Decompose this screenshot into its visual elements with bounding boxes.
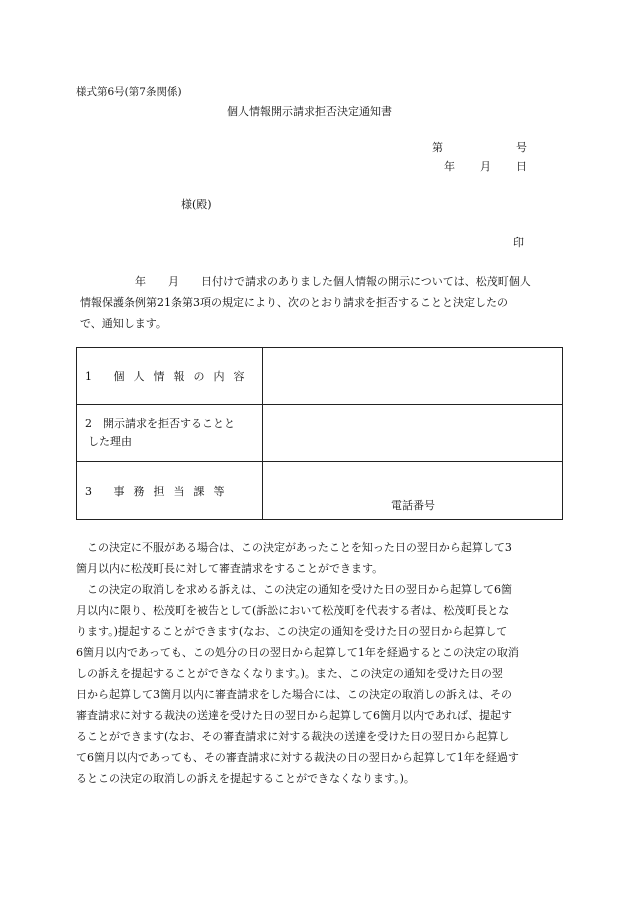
date-month-label: 月 [480,160,491,173]
information-table [76,347,563,520]
table-label-department [77,462,263,520]
table-row-contents [77,348,563,405]
addressee-label: 様(殿) [181,198,212,211]
phone-number-label: 電話番号 [391,499,435,512]
table-row-department [77,462,563,520]
table-value-department [263,462,563,520]
table-value-contents [263,348,563,405]
table-value-reason [263,405,563,462]
appeal-notice-paragraph: この決定に不服がある場合は、この決定があったことを知った日の翌日から起算して3 箇月以内に松茂町長に対して審査請求をすることができます。 [76,541,512,575]
lawsuit-notice-paragraph: この決定の取消しを求める訴えは、この決定の通知を受けた日の翌日から起算して6箇 月以内に限り、松茂町を被告として(訴訟において松茂町を代表する者は、松茂町長とな ります。)提起することができます(なお、この決定の通知を受けた日の翌日から起算して 6箇月以内であっても、この処分の日の翌日から起算して1年を経過するとこの決定の取消 しの訴えを提起することができなくなります。)。また、この決定の通知を受けた日の翌 日から起算して3箇月以内に審査請求をした場合には、この決定の取消しの訴えは、その 審査請求に対する裁決の送達を受けた日の翌日から起算して6箇月以内であれば、提起す ることができます(なお、その審査請求に対する裁決の送達を受けた日の翌日から起算し て6箇月以内であっても、その審査請求に対する裁決の日の翌日から起算して1年を経過す るとこの決定の取消しの訴えを提起することができなくなります。)。 [76,583,519,785]
notice-body-text: 年 月 日付けで請求のありました個人情報の開示については、松茂町個人 情報保護条例第21条第3項の規定により、次のとおり請求を拒否することと決定したの で、通知します。 [80,275,531,330]
reference-number-suffix: 号 [516,141,527,154]
seal-label: 印 [513,236,524,249]
table-label-reason-line1: 2 開示請求を拒否することと [85,417,235,430]
table-label-contents-text: 1 個人情報の内容 [85,370,254,383]
table-row-reason [77,405,563,462]
table-label-contents [77,348,263,405]
date-day-label: 日 [516,160,527,173]
table-label-reason [77,405,263,462]
notes-section [76,537,566,789]
form-number: 様式第6号(第7条関係) [76,86,182,98]
date-year-label: 年 [444,160,455,173]
reference-number-prefix: 第 [432,141,443,154]
table-label-department-text: 3 事務担当課等 [85,484,234,498]
table-label-reason-line2: した理由 [88,435,132,448]
document-title: 個人情報開示請求拒否決定通知書 [227,105,392,118]
